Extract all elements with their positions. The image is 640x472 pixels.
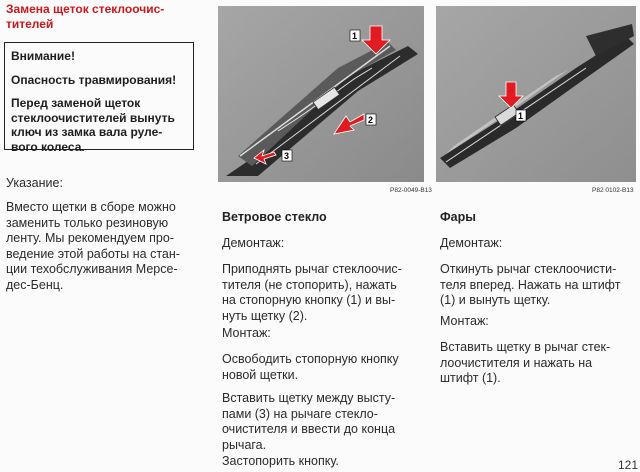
windshield-removal-text	[222, 262, 432, 324]
warning-instruction-l4: вого колеса.	[11, 139, 85, 154]
warning-heading: Внимание!	[11, 49, 75, 63]
page-number: 121	[618, 458, 639, 472]
ws-rem-l3: на стопорную кнопку (1) и вы-	[222, 293, 396, 307]
figure1-caption: P82-0049-B13	[390, 187, 432, 194]
ws-rem-l4: нуть щетку (2).	[222, 308, 308, 323]
windshield-install-text3: Застопорить кнопку.	[222, 454, 339, 468]
note-label: Указание:	[6, 176, 63, 190]
headlights-install-text	[440, 340, 635, 387]
hl-ins-l1: Вставить щетку в рычаг стек-	[440, 340, 611, 354]
ws-ins2-l2: пами (3) на рычаге стекло-	[222, 406, 378, 421]
note-text-l5: ции техобслуживания Мерсе-	[6, 262, 178, 276]
ws-ins1-l2: новой щетки.	[222, 367, 299, 382]
warning-danger: Опасность травмирования!	[11, 72, 177, 87]
section-title	[6, 2, 206, 32]
note-text	[6, 200, 211, 293]
windshield-install-label: Монтаж:	[222, 326, 271, 340]
ws-ins2-l3: очистителя и ввести до конца	[222, 422, 396, 436]
headlights-removal-text	[440, 262, 635, 309]
ws-rem-l1: Приподнять рычаг стеклоочис-	[222, 262, 402, 276]
windshield-removal-label: Демонтаж:	[222, 236, 285, 250]
section-title-line2: тителей	[6, 17, 54, 31]
windshield-install-text2	[222, 391, 432, 453]
note-text-l6: дес-Бенц.	[6, 277, 64, 292]
windshield-install-text1	[222, 352, 432, 383]
ws-ins2-l1: Вставить щетку между высту-	[222, 391, 396, 405]
warning-instruction-l3: ключ из замка вала руле-	[11, 125, 163, 139]
wiper-windshield-figure	[218, 6, 432, 196]
hl-ins-l3: штифт (1).	[440, 371, 501, 385]
hl-ins-l2: лоочистителя и нажать на	[440, 355, 593, 370]
note-text-l3: ленту. Мы рекомендуем про-	[6, 231, 174, 245]
windshield-heading: Ветровое стекло	[222, 210, 327, 224]
headlights-removal-label: Демонтаж:	[440, 236, 503, 250]
hl-rem-l1: Откинуть рычаг стеклоочисти-	[440, 262, 617, 276]
warning-instruction-l2: стеклоочистителей вынуть	[11, 110, 175, 125]
section-title-line1: Замена щеток стеклоочис-	[6, 2, 165, 16]
callout-3: 3	[284, 151, 290, 161]
warning-instruction	[11, 96, 189, 154]
warning-instruction-l1: Перед заменой щеток	[11, 96, 141, 110]
headlights-install-label: Монтаж:	[440, 314, 489, 328]
note-text-l1: Вместо щетки в сборе можно	[6, 200, 176, 214]
warning-box	[4, 42, 194, 154]
hl-rem-l2: теля вперед. Нажать на штифт	[440, 277, 621, 292]
headlights-heading: Фары	[440, 210, 476, 224]
callout-2: 2	[368, 115, 374, 125]
hl-rem-l3: (1) и вынуть щетку.	[440, 293, 551, 307]
ws-ins1-l1: Освободить стопорную кнопку	[222, 352, 399, 366]
ws-ins2-l4: рычага.	[222, 437, 267, 452]
wiper-headlight-figure	[436, 6, 636, 196]
callout-headlight-1: 1	[518, 111, 524, 121]
figure2-caption: P82 0102-B13	[592, 187, 634, 194]
note-text-l4: ведение этой работы на стан-	[6, 246, 180, 261]
note-text-l2: заменить только резиновую	[6, 215, 169, 230]
ws-rem-l2: тителя (не стопорить), нажать	[222, 277, 397, 292]
callout-1: 1	[352, 31, 358, 41]
